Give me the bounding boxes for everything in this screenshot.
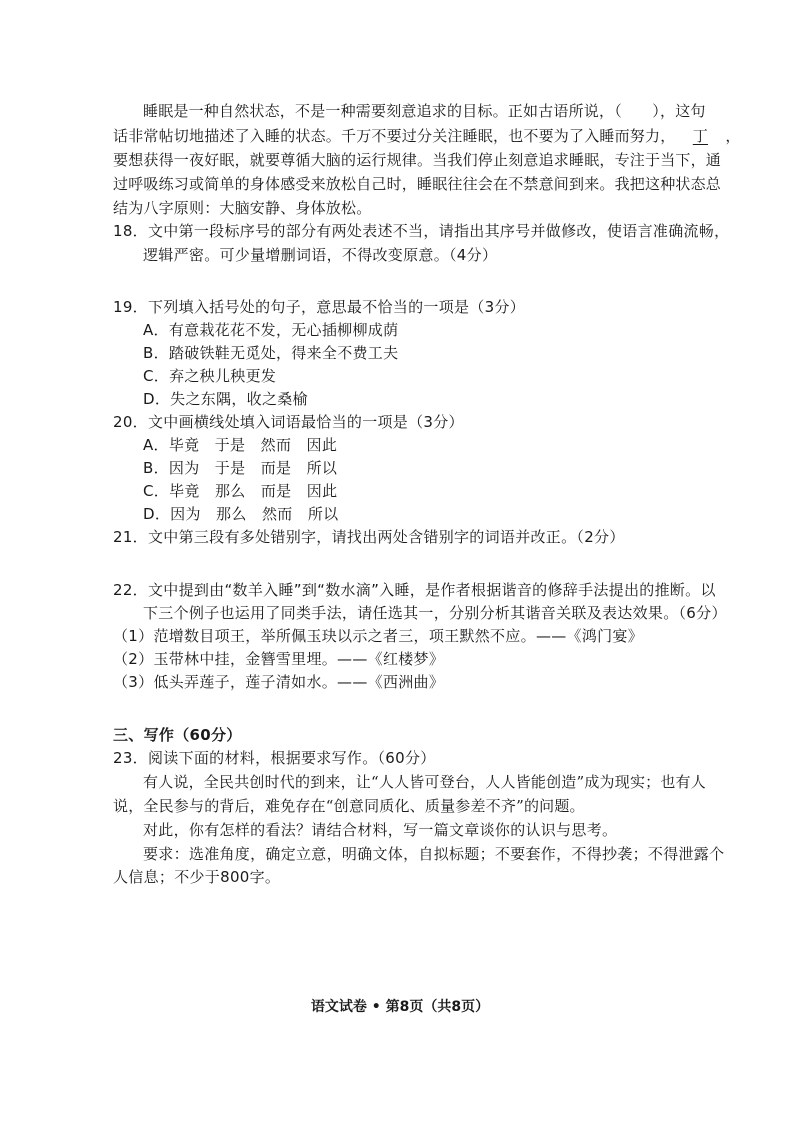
question-20-option-a: A．毕竟 于是 然而 因此 xyxy=(143,436,338,454)
question-20-option-b: B．因为 于是 而是 所以 xyxy=(143,459,338,477)
writing-requirements-line-2: 人信息；不少于800字。 xyxy=(113,868,281,886)
passage-line-4: 过呼吸练习或简单的身体感受来放松自己时，睡眠往往会在不禁意间到来。我把这种状态总 xyxy=(113,175,722,193)
question-23-stem: 23．阅读下面的材料，根据要求写作。（60分） xyxy=(113,749,436,767)
question-19-option-a: A．有意栽花花不发，无心插柳柳成荫 xyxy=(143,321,399,339)
question-22-example-2: （2）玉带林中挂，金簪雪里埋。——《红楼梦》 xyxy=(113,650,445,668)
writing-requirements-line-1: 要求：选准角度，确定立意，明确文体，自拟标题；不要套作，不得抄袭；不得泄露个 xyxy=(143,845,725,863)
question-20-stem: 20．文中画横线处填入词语最恰当的一项是（3分） xyxy=(113,413,464,431)
page-footer: 语文试卷 • 第8页（共8页） xyxy=(310,999,490,1015)
question-19-option-b: B．踏破铁鞋无觅处，得来全不费工夫 xyxy=(143,344,399,362)
passage-line-2-end: ， xyxy=(725,127,741,145)
question-20-option-d: D．因为 那么 然而 所以 xyxy=(143,505,339,523)
material-line-2: 说，全民参与的背后，难免存在“创意同质化、质量参差不齐”的问题。 xyxy=(113,797,585,815)
blank-underline: 丁 xyxy=(692,127,708,145)
passage-line-3: 要想获得一夜好眠，就要尊循大脑的运行规律。当我们停止刻意追求睡眠，专注于当下，通 xyxy=(113,151,722,169)
question-21-stem: 21．文中第三段有多处错别字，请找出两处含错别字的词语并改正。（2分） xyxy=(113,528,625,546)
material-line-1: 有人说，全民共创时代的到来，让“人人皆可登台，人人皆能创造”成为现实；也有人 xyxy=(143,773,706,791)
question-22-example-3: （3）低头弄莲子，莲子清如水。——《西洲曲》 xyxy=(113,673,445,691)
passage-line-2-text: 话非常帖切地描述了入睡的状态。千万不要过分关注睡眠，也不要为了入睡而努力， xyxy=(113,127,676,145)
question-19-stem: 19．下列填入括号处的句子，意思最不恰当的一项是（3分） xyxy=(113,298,526,316)
question-19-option-d: D．失之东隅，收之桑榆 xyxy=(143,390,308,408)
writing-instruction: 对此，你有怎样的看法？请结合材料，写一篇文章谈你的认识与思考。 xyxy=(143,821,618,839)
question-18-line-2: 逻辑严密。可少量增删词语，不得改变原意。（4分） xyxy=(143,246,498,264)
passage-line-1: 睡眠是一种自然状态，不是一种需要刻意追求的目标。正如古语所说，（ ），这句 xyxy=(143,102,706,120)
passage-line-2 xyxy=(113,127,741,146)
question-20-option-c: C．毕竟 那么 而是 因此 xyxy=(143,482,338,500)
question-22-line-2: 下三个例子也运用了同类手法，请任选其一，分别分析其谐音关联及表达效果。（6分） xyxy=(143,604,727,622)
section-3-title: 三、写作（60分） xyxy=(113,726,242,744)
question-19-option-c: C．弃之秧儿秧更发 xyxy=(143,367,277,385)
question-22-line-1: 22．文中提到由“数羊入睡”到“数水滴”入睡，是作者根据谐音的修辞手法提出的推断。以 xyxy=(113,581,716,599)
passage-line-5: 结为八字原则：大脑安静、身体放松。 xyxy=(113,199,372,217)
question-18-line-1: 18．文中第一段标序号的部分有两处表述不当，请指出其序号并做修改，使语言准确流畅， xyxy=(113,222,730,240)
question-22-example-1: （1）范增数目项王，举所佩玉玦以示之者三，项王默然不应。——《鸿门宴》 xyxy=(113,627,644,645)
